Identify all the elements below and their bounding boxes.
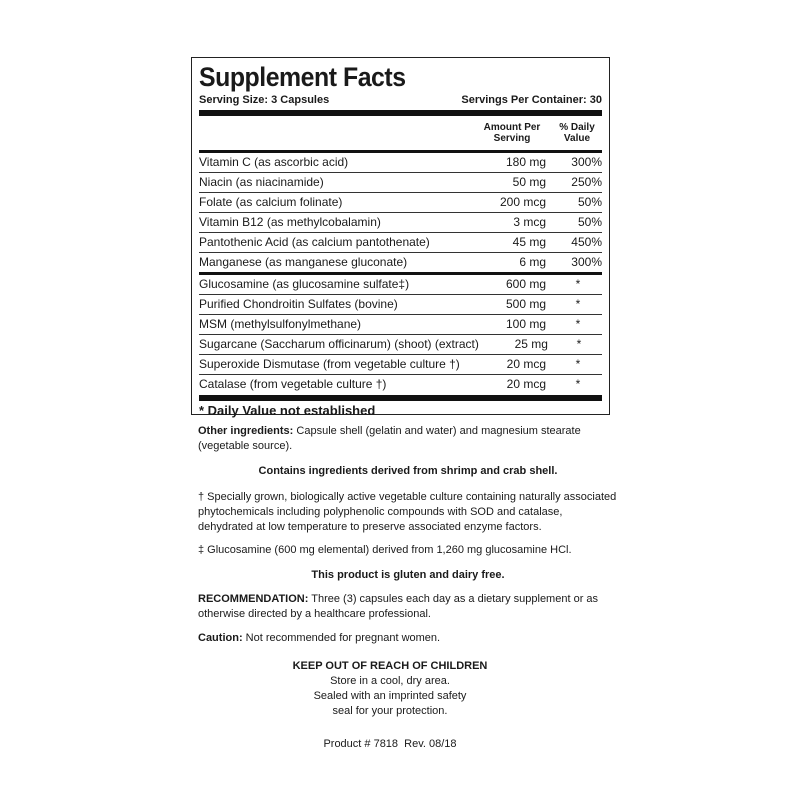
storage-block	[180, 659, 600, 719]
serving-size: Serving Size: 3 Capsules	[199, 94, 330, 106]
nutrient-dv: 50%	[577, 215, 602, 229]
nutrient-dv: 450%	[571, 235, 602, 249]
nutrient-name: Purified Chondroitin Sulfates (bovine)	[199, 297, 398, 311]
nutrient-amount: 6 mg	[519, 255, 546, 269]
table-row	[199, 374, 602, 394]
storage-line: seal for your protection.	[332, 705, 448, 717]
storage-line: Sealed with an imprinted safety	[313, 690, 467, 702]
nutrient-name: Vitamin B12 (as methylcobalamin)	[199, 215, 381, 229]
col-dv-line2: Value	[563, 133, 591, 144]
nutrient-group-vitamins	[199, 153, 602, 272]
table-row	[199, 192, 602, 212]
nutrient-dv: *	[575, 377, 581, 391]
col-amount-header	[472, 122, 552, 144]
caution-label: Caution:	[198, 632, 243, 644]
nutrient-amount: 20 mcg	[506, 377, 546, 391]
nutrient-dv: 300%	[571, 155, 602, 169]
nutrient-dv: *	[576, 337, 582, 351]
allergen-statement: Contains ingredients derived from shrimp and crab shell.	[258, 465, 558, 477]
nutrient-name: Niacin (as niacinamide)	[199, 175, 324, 189]
recommendation	[198, 592, 618, 622]
nutrient-amount: 100 mg	[505, 317, 546, 331]
recommendation-text: Three (3) capsules each day as a dietary supplement or as otherwise directed by a healthcare professional.	[198, 593, 599, 620]
caution	[198, 631, 618, 646]
caution-text: Not recommended for pregnant women.	[242, 632, 441, 644]
other-ingredients-text: Capsule shell (gelatin and water) and magnesium stearate (vegetable source).	[198, 425, 581, 452]
nutrient-amount: 3 mcg	[513, 215, 546, 229]
supplement-facts-panel	[191, 57, 610, 418]
nutrient-name: MSM (methylsulfonylmethane)	[199, 317, 362, 331]
nutrient-amount: 50 mg	[512, 175, 546, 189]
nutrient-name: Glucosamine (as glucosamine sulfate‡)	[199, 277, 410, 291]
table-row	[199, 212, 602, 232]
nutrient-name: Vitamin C (as ascorbic acid)	[199, 155, 349, 169]
table-row	[199, 172, 602, 192]
table-row	[199, 232, 602, 252]
nutrient-amount: 500 mg	[505, 297, 546, 311]
serving-info	[199, 93, 602, 107]
nutrient-group-other	[199, 275, 602, 394]
nutrient-dv: *	[575, 297, 581, 311]
keep-out-warning: KEEP OUT OF REACH OF CHILDREN	[292, 660, 488, 672]
nutrient-dv: *	[575, 317, 581, 331]
nutrient-amount: 180 mg	[505, 155, 546, 169]
table-row	[199, 153, 602, 172]
col-amount-line1: Amount Per	[483, 122, 541, 133]
nutrient-dv: *	[575, 277, 581, 291]
nutrient-amount: 45 mg	[512, 235, 546, 249]
nutrient-name: Sugarcane (Saccharum officinarum) (shoot) (extract)	[199, 337, 479, 351]
nutrient-amount: 20 mcg	[506, 357, 546, 371]
product-number: Product # 7818 Rev. 08/18	[323, 738, 457, 750]
dagger-note: † Specially grown, biologically active vegetable culture containing naturally associated phytochemicals including polyphenolic compounds with SOD and catalase, dehydrated at low temperature to preserve associated enzyme factors.	[198, 491, 617, 533]
nutrient-name: Catalase (from vegetable culture †)	[199, 377, 387, 391]
column-header	[199, 116, 602, 150]
col-dv-line1: % Daily	[559, 122, 595, 133]
double-dagger-note: ‡ Glucosamine (600 mg elemental) derived from 1,260 mg glucosamine HCl.	[198, 544, 572, 556]
nutrient-dv: 50%	[577, 195, 602, 209]
nutrient-name: Manganese (as manganese gluconate)	[199, 255, 408, 269]
table-row	[199, 294, 602, 314]
nutrient-dv: 300%	[571, 255, 602, 269]
dv-footnote: * Daily Value not established	[199, 403, 376, 418]
nutrient-amount: 200 mcg	[499, 195, 546, 209]
table-row	[199, 252, 602, 272]
recommendation-label: RECOMMENDATION:	[198, 593, 309, 605]
other-ingredients	[198, 424, 618, 454]
nutrient-name: Pantothenic Acid (as calcium pantothenate)	[199, 235, 430, 249]
col-dv-header	[552, 122, 602, 144]
nutrient-name: Superoxide Dismutase (from vegetable culture †)	[199, 357, 460, 371]
table-row	[199, 314, 602, 334]
other-ingredients-label: Other ingredients:	[198, 425, 294, 437]
table-row	[199, 275, 602, 294]
servings-per-container: Servings Per Container: 30	[461, 94, 602, 106]
gluten-free-statement: This product is gluten and dairy free.	[311, 569, 505, 581]
storage-line: Store in a cool, dry area.	[330, 675, 450, 687]
nutrient-amount: 600 mg	[505, 277, 546, 291]
col-amount-line2: Serving	[493, 133, 531, 144]
panel-title: Supplement Facts	[199, 62, 406, 92]
nutrient-dv: *	[575, 357, 581, 371]
nutrient-amount: 25 mg	[514, 337, 548, 351]
table-row	[199, 354, 602, 374]
nutrient-dv: 250%	[571, 175, 602, 189]
table-row	[199, 334, 602, 354]
nutrient-name: Folate (as calcium folinate)	[199, 195, 343, 209]
